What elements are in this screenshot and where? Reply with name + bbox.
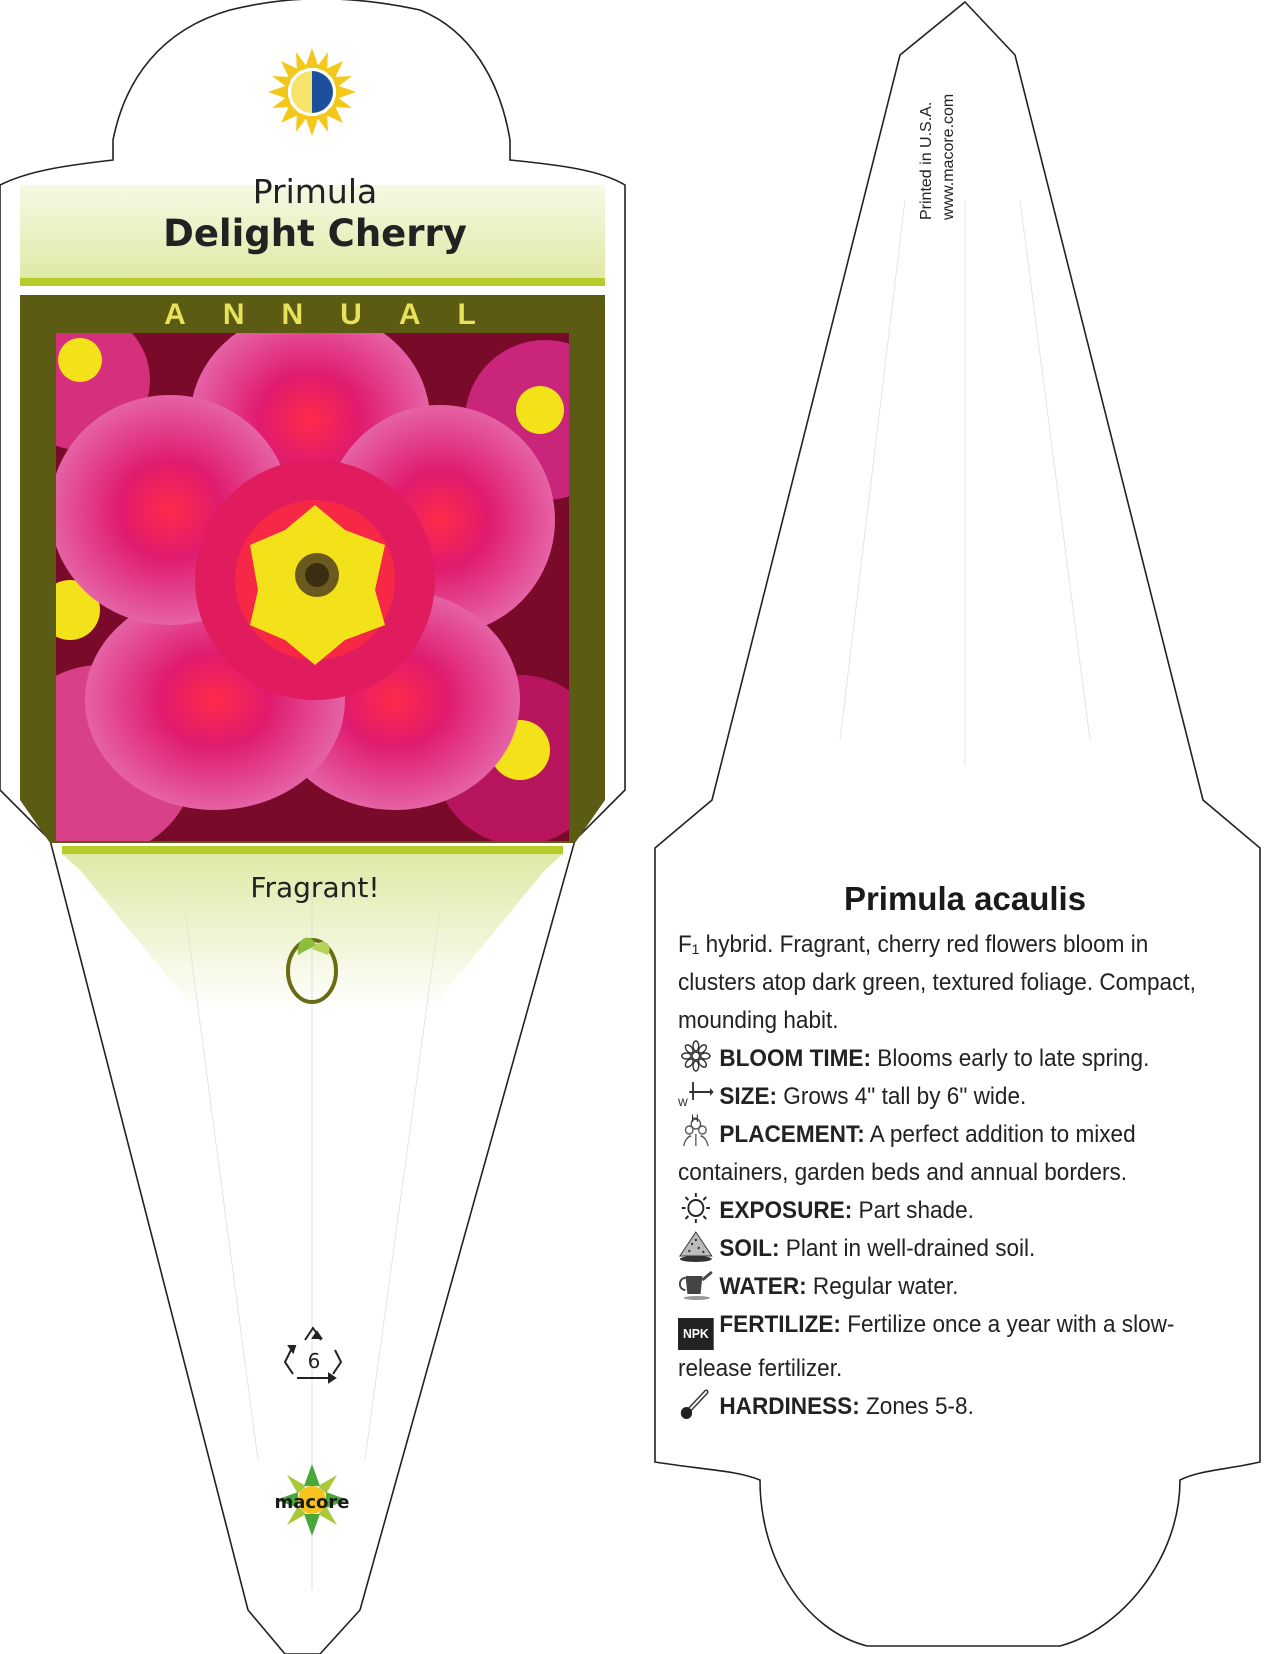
detail-soil [678,1230,1223,1268]
npk-icon: NPK [678,1318,714,1350]
header-accent-line [20,278,605,286]
detail-text: Grows 4" tall by 6" wide. [783,1083,1027,1110]
detail-label: FERTILIZE: [719,1311,841,1338]
detail-hardiness [678,1388,1223,1426]
detail-text: Plant in well-drained soil. [785,1235,1036,1262]
botanical-name: Primula acaulis [843,880,1087,917]
detail-size [678,1078,1223,1125]
detail-text: Fertilize once a year with a slow-release fertilizer. [678,1311,1175,1382]
detail-text: Blooms early to late spring. [877,1045,1150,1072]
detail-label: SOIL: [719,1235,780,1262]
sun-icon [678,1192,714,1224]
detail-fertilize [678,1306,1223,1388]
watering-can-icon [678,1268,714,1300]
detail-label: EXPOSURE: [719,1197,853,1224]
detail-placement [678,1116,1223,1192]
website: www.macore.com [940,93,957,220]
size-icon [678,1078,714,1125]
plant-category: ANNUAL [164,298,513,331]
printed-note-block [916,50,957,220]
care-details [678,926,1223,1426]
detail-label: HARDINESS: [719,1393,860,1420]
flower-icon [678,1040,714,1072]
soil-icon [678,1230,714,1262]
detail-text: Regular water. [812,1273,959,1300]
detail-text: A perfect addition to mixed containers, garden beds and annual borders. [678,1121,1136,1186]
detail-label: PLACEMENT: [719,1121,865,1148]
detail-water [678,1268,1223,1306]
brand-name: macore [274,1492,350,1513]
detail-text: Part shade. [858,1197,974,1224]
description: F₁ hybrid. Fragrant, cherry red flowers bloom in clusters atop dark green, textured foliage. Compact, mounding habit. [678,931,1196,1034]
detail-exposure [678,1192,1223,1230]
detail-bloom-time [678,1040,1223,1078]
detail-text: Zones 5-8. [866,1393,974,1420]
detail-label: WATER: [719,1273,807,1300]
printed-note: Printed in U.S.A. [918,101,935,220]
recycle-code: 6 [307,1349,321,1373]
size-h: H [691,1113,699,1125]
detail-label: SIZE: [719,1083,778,1110]
thermometer-icon [678,1388,714,1420]
feature-text: Fragrant! [250,871,380,904]
flower-photo [5,310,625,855]
plant-genus: Primula [252,172,378,211]
lower-accent-line [62,846,563,854]
size-w: W [678,1097,688,1109]
sun-part-shade-icon [268,48,356,136]
plant-cultivar: Delight Cherry [163,212,467,255]
detail-label: BLOOM TIME: [719,1045,871,1072]
